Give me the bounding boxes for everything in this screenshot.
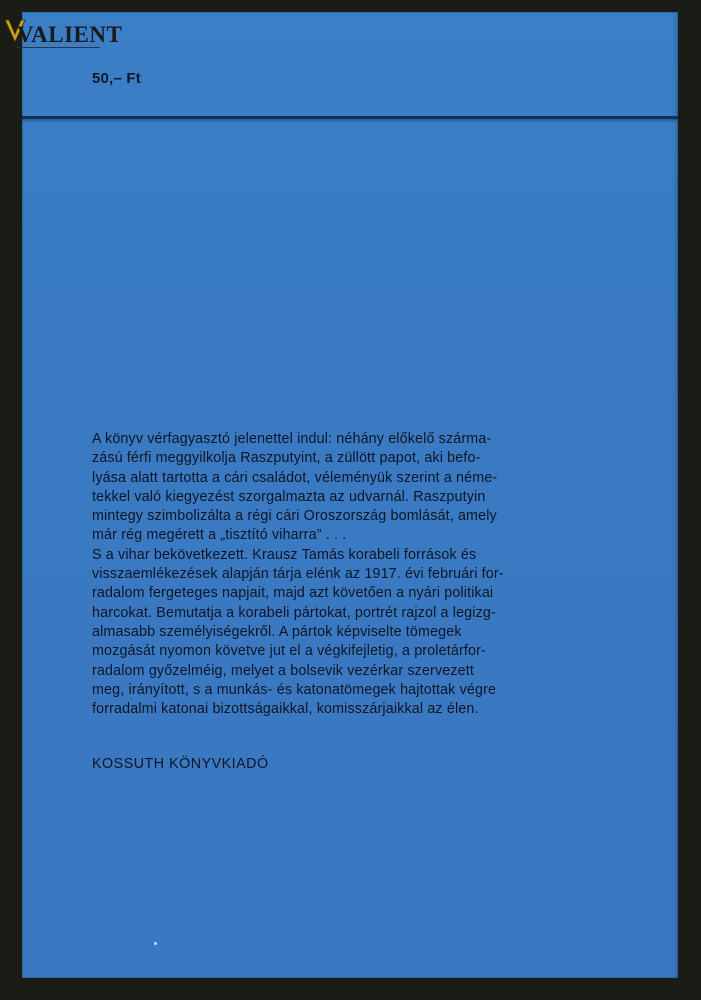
blurb-text: [92, 430, 612, 719]
blurb-line: radalom győzelméig, melyet a bolsevik vezérkar szervezett: [92, 662, 475, 679]
blurb-line: tekkel való kiegyezést szorgalmazta az udvarnál. Raszputyin: [92, 488, 486, 505]
blurb-line: radalom fergeteges napjait, majd azt követően a nyári politikai: [92, 585, 494, 602]
price-label: 50,– Ft: [92, 70, 141, 87]
dust-speck: [154, 942, 157, 945]
watermark-logo: [2, 14, 123, 48]
publisher-name: KOSSUTH KÖNYVKIADÓ: [92, 756, 269, 772]
blurb-line: lyása alatt tartotta a cári családot, véleményük szerint a néme-: [92, 469, 498, 486]
blurb-line: zású férfi meggyilkolja Raszputyint, a züllött papot, aki befo-: [92, 450, 481, 467]
watermark-text: VALIENT: [17, 22, 123, 47]
blurb-line: visszaemlékezések alapján tárja elénk az 1917. évi februári for-: [92, 566, 504, 583]
edge-shadow: [672, 12, 678, 978]
blurb-line: mozgását nyomon követve jut el a végkifejletig, a proletárfor-: [92, 643, 486, 660]
blurb-line: már rég megérett a „tisztító viharra” . . .: [92, 527, 347, 544]
flap-fold-shadow: [22, 119, 678, 123]
blurb-line: meg, irányított, s a munkás- és katonatömegek hajtottak végre: [92, 681, 497, 698]
blurb-line: S a vihar bekövetkezett. Krausz Tamás korabeli források és: [92, 546, 477, 563]
blurb-line: almasabb személyiségekről. A pártok képviselte tömegek: [92, 623, 462, 640]
blurb-line: harcokat. Bemutatja a korabeli pártokat, portrét rajzol a legizg-: [92, 604, 496, 621]
blurb-line: forradalmi katonai bizottságaikkal, komisszárjaikkal az élen.: [92, 701, 479, 718]
book-back-cover: [22, 12, 678, 978]
blurb-line: A könyv vérfagyasztó jelenettel indul: néhány előkelő szárma-: [92, 431, 492, 447]
watermark-underline: [16, 47, 100, 48]
blurb-line: mintegy szimbolizálta a régi cári Oroszország bomlását, amely: [92, 508, 497, 525]
